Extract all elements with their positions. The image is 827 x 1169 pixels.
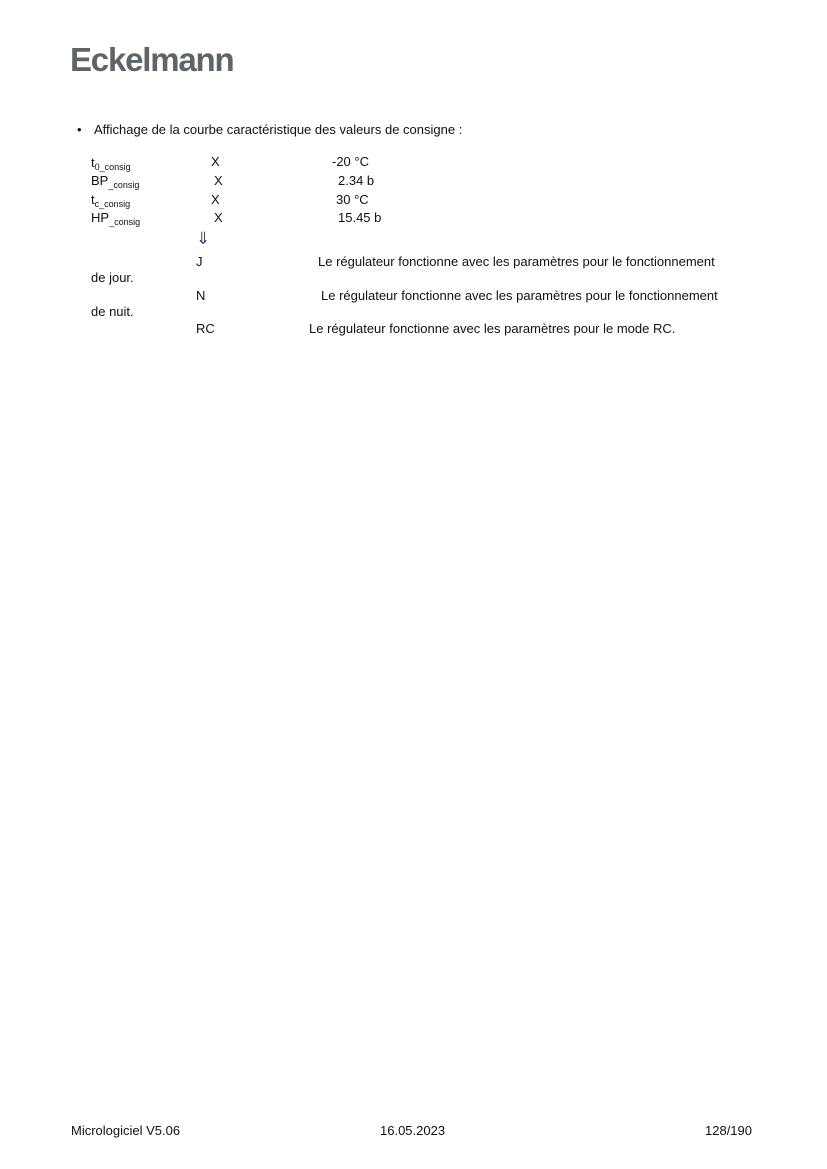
eckelmann-logo: Eckelmann: [70, 41, 234, 78]
mode-continuation-n: de nuit.: [91, 304, 134, 319]
mode-description-j: Le régulateur fonctionne avec les paramètres pour le fonctionnement: [318, 254, 715, 269]
bullet-icon: •: [77, 122, 82, 137]
mode-code-n: N: [196, 288, 206, 303]
mode-code-rc: RC: [196, 321, 215, 336]
mode-description-rc: Le régulateur fonctionne avec les paramètres pour le mode RC.: [309, 321, 676, 336]
setpoint-value-hp: 15.45 b: [338, 210, 382, 225]
down-arrow-icon: ⇓: [196, 229, 211, 248]
mode-description-n: Le régulateur fonctionne avec les paramètres pour le fonctionnement: [321, 288, 718, 303]
footer-date: 16.05.2023: [380, 1123, 446, 1138]
setpoint-flag-hp: X: [214, 210, 223, 225]
bullet-text: Affichage de la courbe caractéristique des valeurs de consigne :: [94, 122, 463, 137]
setpoint-flag-bp: X: [214, 173, 223, 188]
setpoint-label-tc: $t_{c\_consig}$: [91, 192, 131, 209]
mode-continuation-j: de jour.: [91, 270, 134, 285]
footer-page-number: 128/190: [705, 1123, 752, 1138]
footer-firmware: Micrologiciel V5.06: [71, 1123, 181, 1138]
setpoint-value-bp: 2.34 b: [338, 173, 375, 188]
setpoint-flag-tc: X: [211, 192, 220, 207]
setpoint-label-t0: $t_{0\_consig}$: [91, 155, 131, 172]
setpoint-flag-t0: X: [211, 154, 220, 169]
setpoint-label-bp: $BP_{\_consig}$: [91, 173, 140, 190]
setpoint-value-tc: 30 °C: [336, 192, 369, 207]
setpoint-value-t0: -20 °C: [332, 154, 369, 169]
mode-code-j: J: [196, 254, 203, 269]
setpoint-label-hp: $HP_{\_consig}$: [91, 210, 141, 227]
